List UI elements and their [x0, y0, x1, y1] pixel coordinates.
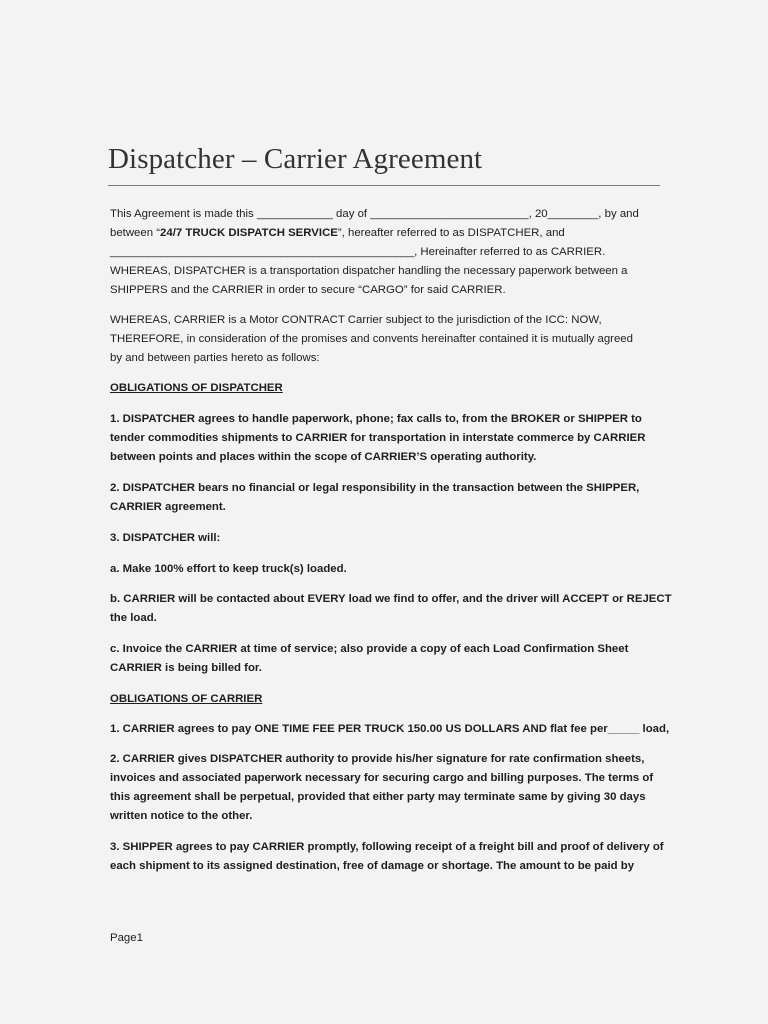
dispatcher-item-1-line-2: tender commodities shipments to CARRIER for transportation in interstate commerce by CARRIER	[110, 432, 646, 444]
intro-line-2	[110, 226, 565, 241]
dispatcher-item-3a: a. Make 100% effort to keep truck(s) loaded.	[110, 563, 347, 575]
dispatcher-item-3b-line-1: b. CARRIER will be contacted about EVERY load we find to offer, and the driver will ACCEPT or REJECT	[110, 593, 672, 605]
dispatcher-item-2-line-2: CARRIER agreement.	[110, 501, 226, 513]
carrier-item-2-line-4: written notice to the other.	[110, 810, 253, 822]
carrier-item-2-line-1: 2. CARRIER gives DISPATCHER authority to provide his/her signature for rate confirmation sheets,	[110, 753, 645, 765]
dispatcher-item-3b-line-2: the load.	[110, 612, 157, 624]
dispatcher-item-3c-line-1: c. Invoice the CARRIER at time of service; also provide a copy of each Load Confirmation Sheet	[110, 643, 629, 655]
whereas2-line-1: WHEREAS, CARRIER is a Motor CONTRACT Carrier subject to the jurisdiction of the ICC: NOW,	[110, 314, 602, 326]
whereas2-line-2: THEREFORE, in consideration of the promises and convents hereinafter contained it is mutually agreed	[110, 333, 633, 345]
dispatcher-item-1-line-3: between points and places within the scope of CARRIER’S operating authority.	[110, 451, 537, 463]
title-divider	[108, 185, 660, 186]
intro-line-2-suffix: ”, hereafter referred to as DISPATCHER, and	[337, 227, 565, 239]
whereas-line-2: SHIPPERS and the CARRIER in order to secure “CARGO” for said CARRIER.	[110, 284, 506, 296]
intro-line-1: This Agreement is made this ____________ day of _________________________, 20________, by and	[110, 208, 639, 220]
page-number: Page1	[110, 932, 143, 944]
intro-line-2-prefix: between “	[110, 227, 161, 239]
carrier-item-2-line-3: this agreement shall be perpetual, provided that either party may terminate same by giving 30 days	[110, 791, 646, 803]
dispatch-service-name: 24/7 TRUCK DISPATCH SERVICE	[160, 227, 338, 239]
carrier-item-1: 1. CARRIER agrees to pay ONE TIME FEE PER TRUCK 150.00 US DOLLARS AND flat fee per_____ load,	[110, 723, 670, 735]
whereas2-line-3: by and between parties hereto as follows:	[110, 352, 320, 364]
dispatcher-item-3c-line-2: CARRIER is being billed for.	[110, 662, 262, 674]
intro-line-3: ________________________________________________, Hereinafter referred to as CARRIER.	[110, 246, 606, 258]
document-title: Dispatcher – Carrier Agreement	[108, 143, 483, 175]
carrier-item-3-line-1: 3. SHIPPER agrees to pay CARRIER promptly, following receipt of a freight bill and proof of delivery of	[110, 841, 664, 853]
whereas-line-1: WHEREAS, DISPATCHER is a transportation dispatcher handling the necessary paperwork between a	[110, 265, 628, 277]
dispatcher-item-1-line-1: 1. DISPATCHER agrees to handle paperwork, phone; fax calls to, from the BROKER or SHIPPER to	[110, 413, 642, 425]
section-heading-dispatcher: OBLIGATIONS OF DISPATCHER	[110, 382, 283, 394]
carrier-item-3-line-2: each shipment to its assigned destination, free of damage or shortage. The amount to be paid by	[110, 860, 635, 872]
carrier-item-2-line-2: invoices and associated paperwork necessary for securing cargo and billing purposes. The terms of	[110, 772, 654, 784]
dispatcher-item-3: 3. DISPATCHER will:	[110, 532, 221, 544]
dispatcher-item-2-line-1: 2. DISPATCHER bears no financial or legal responsibility in the transaction between the SHIPPER,	[110, 482, 640, 494]
section-heading-carrier: OBLIGATIONS OF CARRIER	[110, 693, 263, 705]
